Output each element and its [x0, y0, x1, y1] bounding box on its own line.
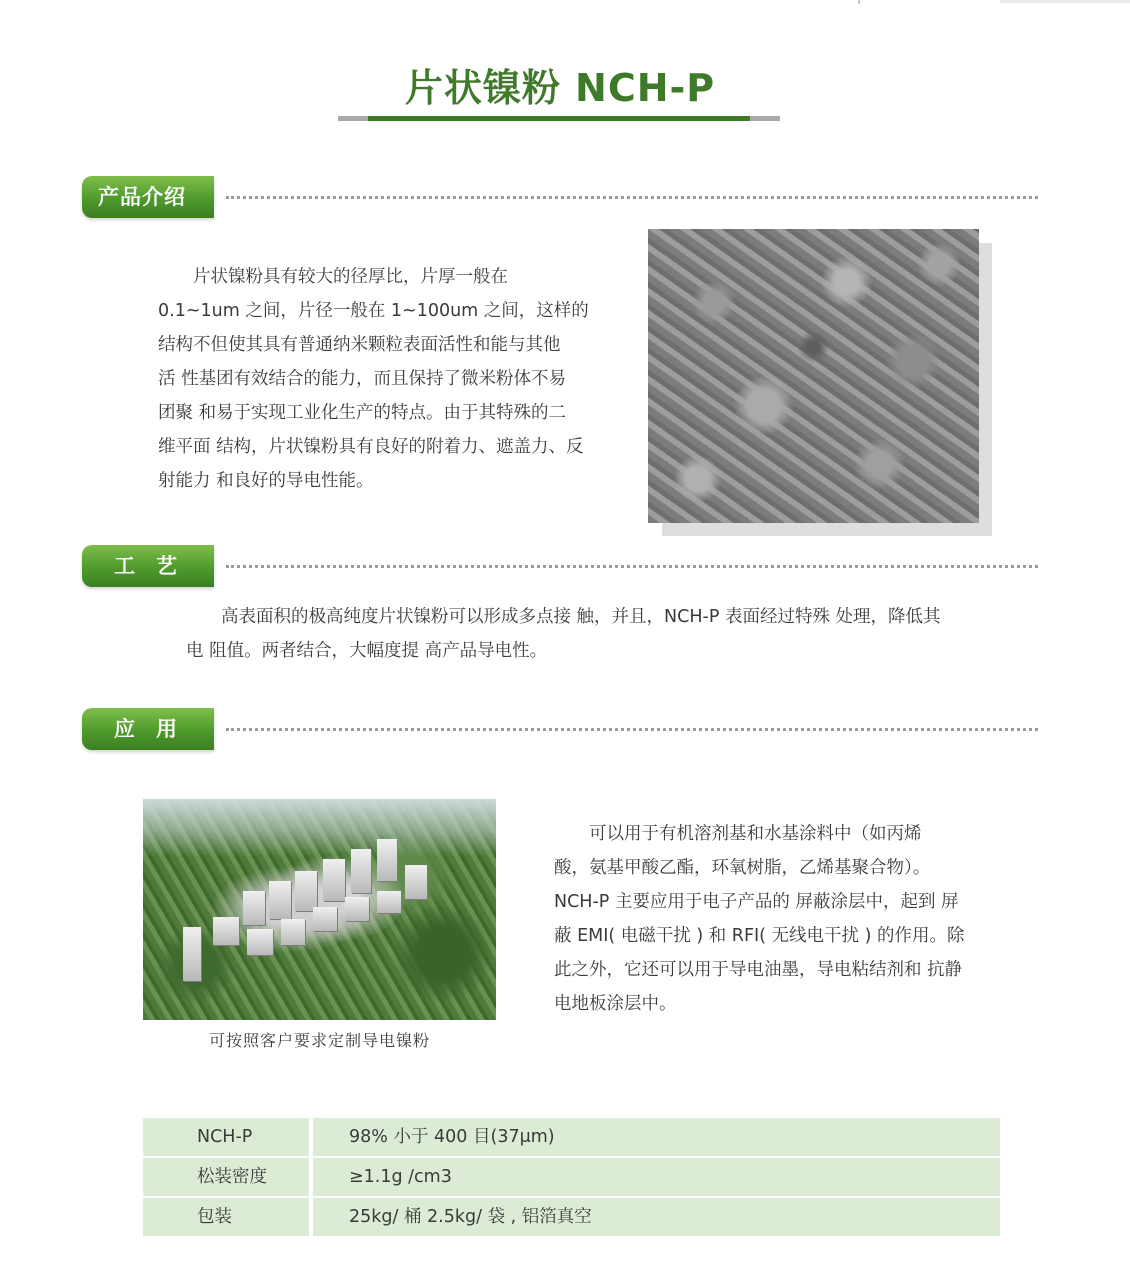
application-paragraph [554, 817, 994, 1021]
intro-line: 0.1~1um 之间，片径一般在 1~100um 之间，这样的 [158, 301, 589, 321]
intro-line: 射能力 和良好的导电性能。 [158, 471, 374, 491]
application-line: 此之外，它还可以用于导电油墨，导电粘结剂和 抗静 [554, 960, 963, 980]
page-title: 片状镍粉 NCH-P [404, 66, 716, 110]
spec-row [143, 1158, 1000, 1196]
spec-row [143, 1198, 1000, 1236]
spec-key: NCH-P [143, 1118, 309, 1156]
top-divider-line [1000, 0, 1130, 3]
application-line: NCH-P 主要应用于电子产品的 屏蔽涂层中，起到 屏 [554, 892, 959, 912]
intro-line: 片状镍粉具有较大的径厚比，片厚一般在 [158, 267, 508, 287]
section-divider-application [226, 728, 1038, 731]
intro-paragraph [158, 260, 608, 498]
top-divider-mark [858, 0, 860, 4]
process-line: 电 阻值。两者结合，大幅度提 高产品导电性。 [186, 641, 548, 661]
spec-table [143, 1118, 1000, 1238]
spec-row [143, 1118, 1000, 1156]
spec-value: ≥1.1g /cm3 [313, 1158, 1000, 1196]
spec-value: 98% 小于 400 目(37μm) [313, 1118, 1000, 1156]
intro-line: 团聚 和易于实现工业化生产的特点。由于其特殊的二 [158, 403, 567, 423]
section-divider-process [226, 565, 1038, 568]
title-underline-green [368, 116, 750, 121]
image-caption: 可按照客户要求定制导电镍粉 [208, 1031, 430, 1050]
industrial-park-aerial-image [143, 799, 496, 1020]
intro-line: 结构不但使其具有普通纳米颗粒表面活性和能与其他 [158, 335, 561, 355]
application-line: 可以用于有机溶剂基和水基涂料中（如丙烯 [554, 824, 922, 844]
section-heading-application: 应 用 [82, 708, 214, 750]
spec-key: 包装 [143, 1198, 309, 1236]
intro-line: 维平面 结构，片状镍粉具有良好的附着力、遮盖力、反 [158, 437, 584, 457]
application-line: 酸，氨基甲酸乙酯，环氧树脂，乙烯基聚合物）。 [554, 858, 931, 878]
sem-micrograph-image [648, 229, 979, 523]
section-heading-process: 工 艺 [82, 545, 214, 587]
section-divider-intro [226, 196, 1038, 199]
spec-key: 松装密度 [143, 1158, 309, 1196]
application-line: 蔽 EMI( 电磁干扰 ) 和 RFI( 无线电干扰 ) 的作用。除 [554, 926, 965, 946]
process-paragraph [186, 600, 1006, 668]
application-line: 电地板涂层中。 [554, 994, 677, 1014]
intro-line: 活 性基团有效结合的能力，而且保持了微米粉体不易 [158, 369, 567, 389]
section-heading-intro: 产品介绍 [82, 176, 214, 218]
process-line: 高表面积的极高纯度片状镍粉可以形成多点接 触，并且，NCH-P 表面经过特殊 处理，降低其 [186, 607, 941, 627]
spec-value: 25kg/ 桶 2.5kg/ 袋 , 铝箔真空 [313, 1198, 1000, 1236]
